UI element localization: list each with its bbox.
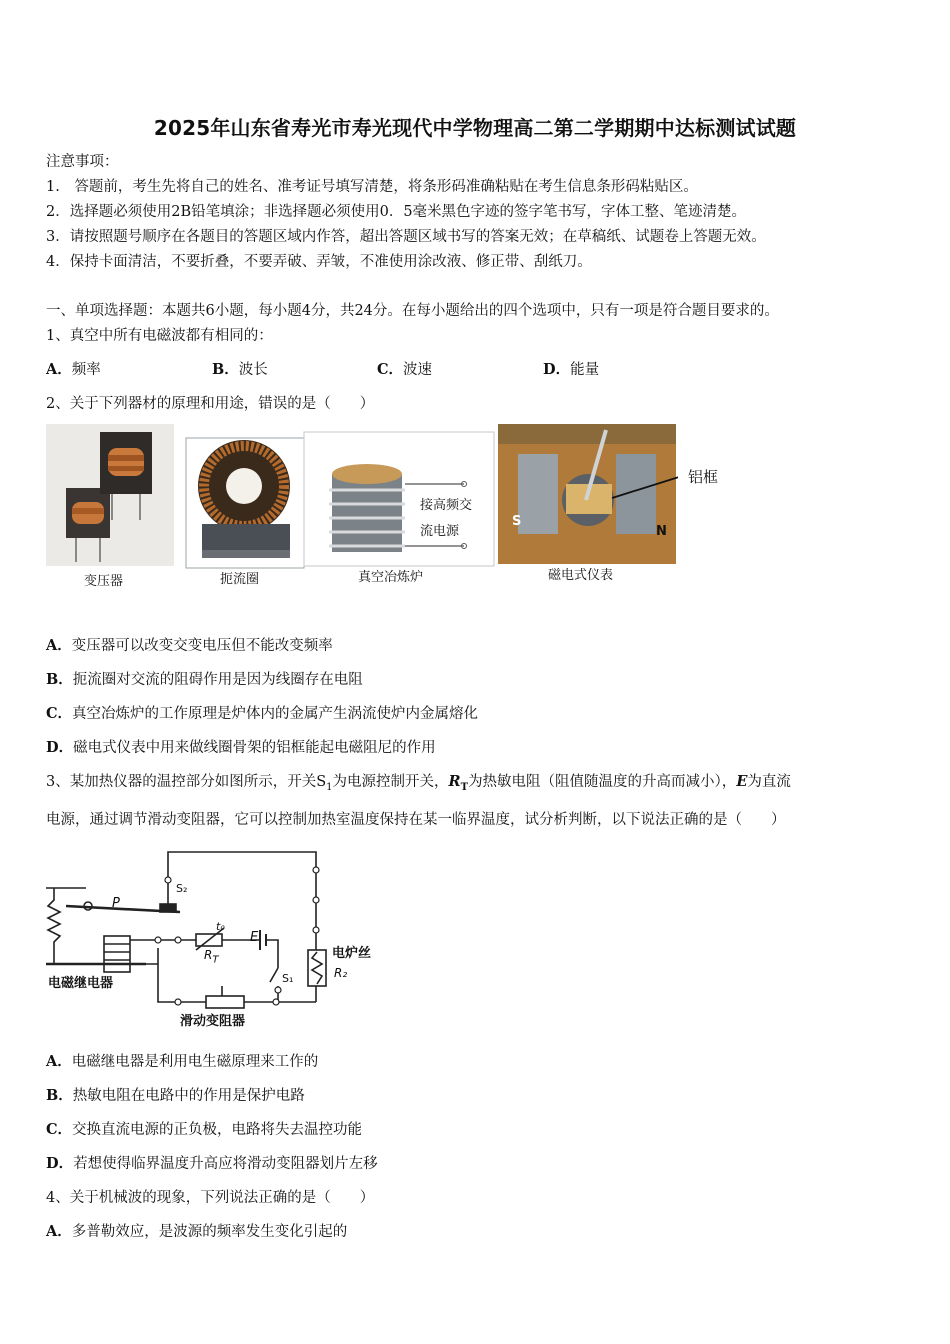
pole-n-label: N: [656, 524, 667, 539]
furnace-source-label: 流电源: [420, 524, 460, 539]
choke-caption: 扼流圈: [220, 572, 260, 587]
rt-label: $R_T$: [204, 948, 219, 966]
furnace-source-label: 接高频交: [420, 498, 473, 513]
q2-option-b: B．扼流圈对交流的阻碍作用是因为线圈存在电阻: [46, 671, 363, 688]
lever-p-label: P: [112, 896, 120, 911]
switch-s2-label: S₂: [176, 882, 188, 895]
question-stem: 2、关于下列器材的原理和用途，错误的是（ ）: [46, 396, 375, 412]
aluminum-frame-label: 铝框: [688, 468, 719, 486]
notice-item: 4．保持卡面清洁，不要折叠，不要弄破、弄皱，不准使用涂改液、修正带、刮纸刀。: [46, 254, 592, 270]
q3-option-b: B．热敏电阻在电路中的作用是保护电路: [46, 1087, 305, 1104]
transformer-caption: 变压器: [84, 574, 124, 589]
notice-heading: 注意事项：: [46, 154, 119, 170]
question-stem: 3、某加热仪器的温控部分如图所示，开关$S_1$为电源控制开关，$R_T$为热敏电阻（阻值随温度的升高而减小），E为直流: [46, 773, 791, 793]
q1-option-b: B．波长: [212, 361, 268, 378]
q1-option-a: A．频率: [46, 361, 101, 378]
q2-option-d: D．磁电式仪表中用来做线圈骨架的铝框能起电磁阻尼的作用: [46, 739, 436, 756]
q3-option-d: D．若想使得临界温度升高应将滑动变阻器划片左移: [46, 1155, 378, 1172]
circuit-diagram: [46, 840, 386, 1030]
question-stem: 1、真空中所有电磁波都有相同的：: [46, 328, 273, 344]
q2-option-c: C．真空冶炼炉的工作原理是炉体内的金属产生涡流使炉内金属熔化: [46, 705, 479, 722]
rheostat-label: 滑动变阻器: [180, 1014, 246, 1029]
page-title: 2025年山东省寿光市寿光现代中学物理高二第二学期期中达标测试试题: [153, 116, 797, 140]
t0-label: t₀: [216, 920, 225, 933]
q1-option-c: C．波速: [377, 361, 433, 378]
meter-caption: 磁电式仪表: [548, 568, 614, 583]
question-stem-continued: 电源，通过调节滑动变阻器，它可以控制加热室温度保持在某一临界温度，试分析判断，以下说法正确的是（ ）: [46, 812, 786, 828]
battery-e-label: E: [250, 930, 259, 945]
meter-image: [498, 424, 678, 564]
q1-option-d: D．能量: [543, 361, 600, 378]
transformer-image: [46, 424, 174, 566]
pole-s-label: S: [512, 514, 522, 529]
q3-option-a: A．电磁继电器是利用电生磁原理来工作的: [46, 1053, 319, 1070]
notice-item: 3．请按照题号顺序在各题目的答题区域内作答，超出答题区域书写的答案无效；在草稿纸、试题卷上答题无效。: [46, 229, 766, 245]
choke-image: [186, 438, 304, 568]
q2-option-a: A．变压器可以改变交变电压但不能改变频率: [46, 637, 333, 654]
notice-item: 2．选择题必须使用2B铅笔填涂；非选择题必须使用0．5毫米黑色字迹的签字笔书写，字体工整、笔迹清楚。: [46, 204, 747, 220]
r2-label: R₂: [334, 966, 348, 980]
furnace-caption: 真空冶炼炉: [358, 570, 424, 585]
q3-circuit-figure: [46, 840, 386, 1030]
q3-option-c: C．交换直流电源的正负极，电路将失去温控功能: [46, 1121, 363, 1138]
notice-item: 1. 答题前，考生先将自己的姓名、准考证号填写清楚，将条形码准确粘贴在考生信息条形码粘贴区。: [46, 179, 698, 195]
section-heading: 一、单项选择题：本题共6小题，每小题4分，共24分。在每小题给出的四个选项中，只有一项是符合题目要求的。: [46, 303, 779, 319]
q4-option-a: A．多普勒效应，是波源的频率发生变化引起的: [46, 1223, 348, 1240]
question-stem: 4、关于机械波的现象，下列说法正确的是（ ）: [46, 1190, 375, 1206]
heater-label: 电炉丝: [332, 946, 372, 961]
relay-label: 电磁继电器: [48, 976, 114, 991]
switch-s1-label: S₁: [282, 972, 294, 985]
q2-figure: [46, 424, 719, 592]
